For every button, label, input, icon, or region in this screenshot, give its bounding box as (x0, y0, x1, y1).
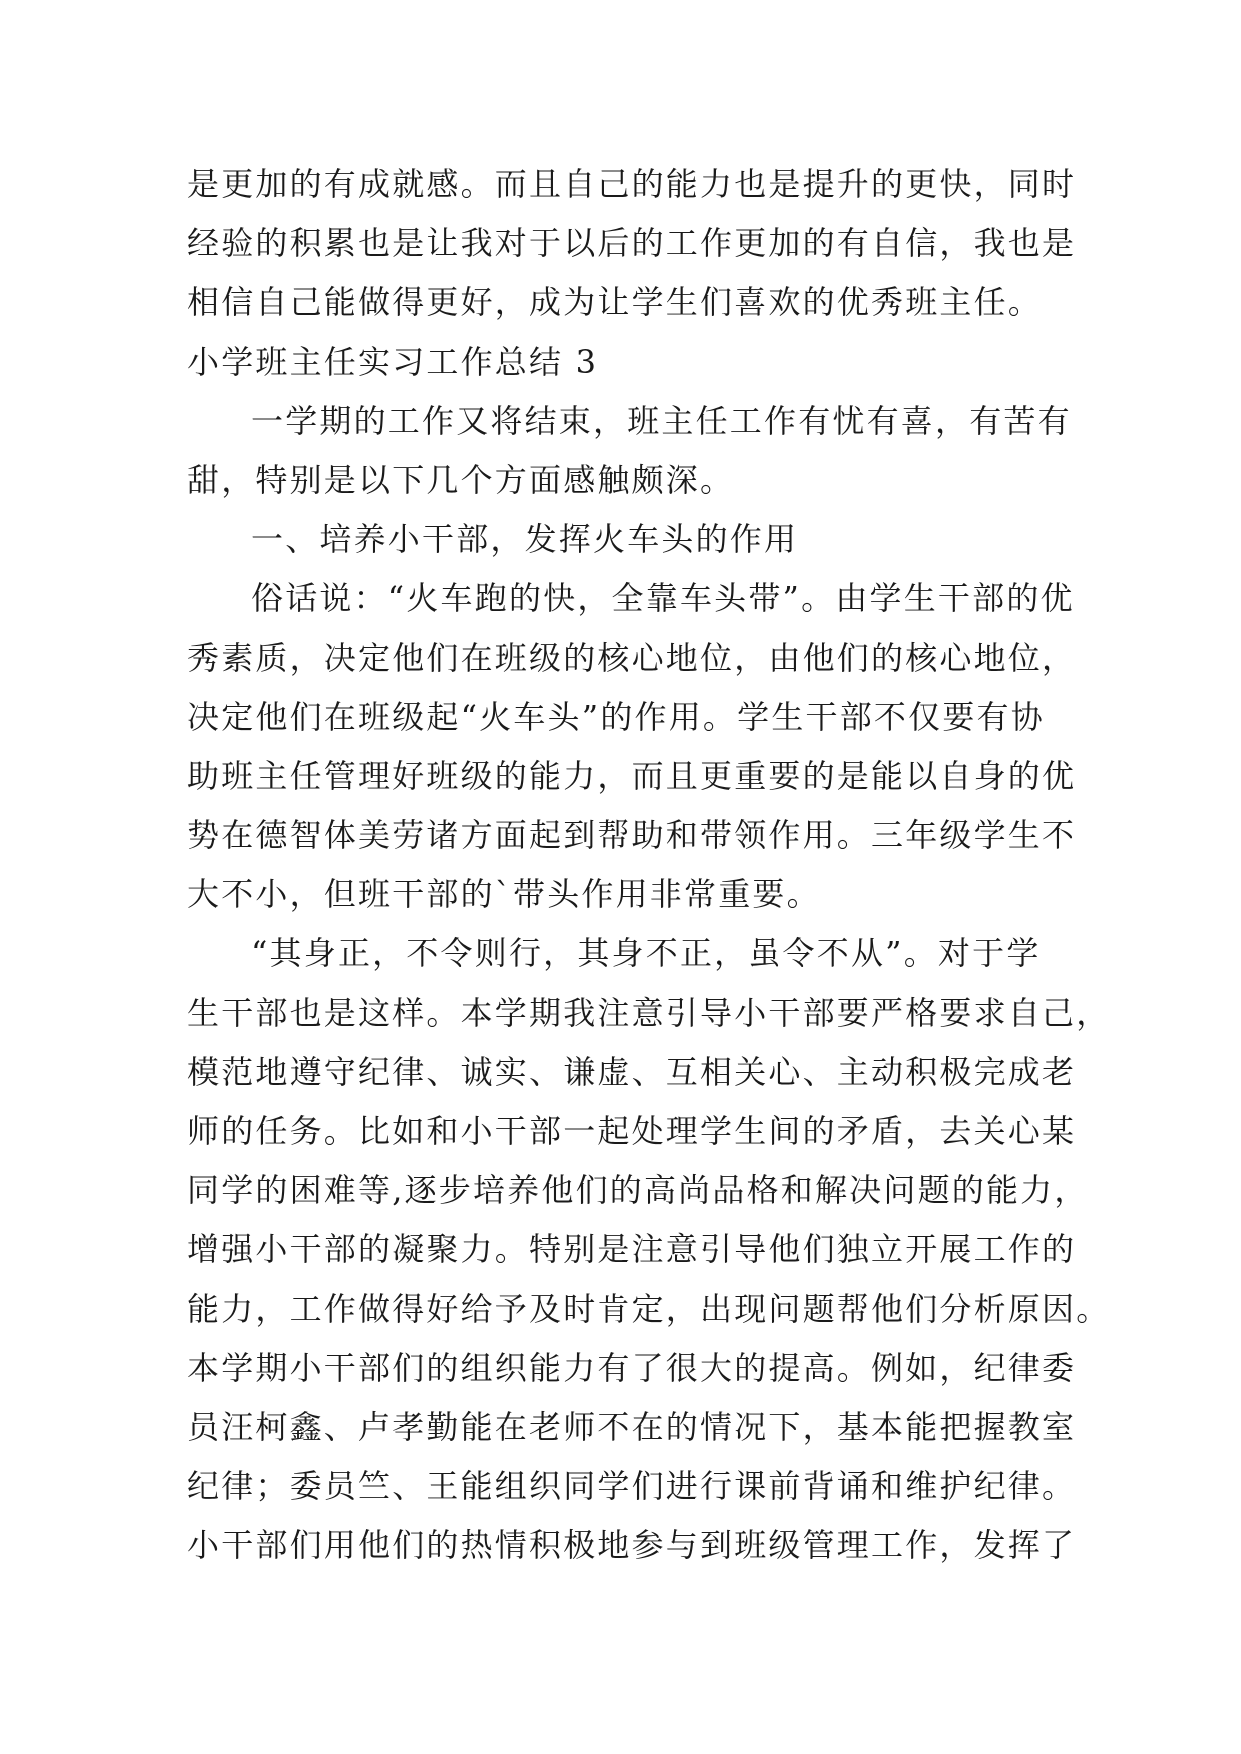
text-line: 员汪柯鑫、卢孝勤能在老师不在的情况下，基本能把握教室 (187, 1407, 1077, 1446)
text-line: 师的任务。比如和小干部一起处理学生间的矛盾，去关心某 (187, 1112, 1077, 1150)
text-line: 小学班主任实习工作总结 3 (187, 342, 599, 381)
text-line: 能力，工作做得好给予及时肯定，出现问题帮他们分析原因。 (187, 1289, 1111, 1328)
text-line: 小干部们用他们的热情积极地参与到班级管理工作，发挥了 (187, 1526, 1077, 1565)
text-line: 决定他们在班级起“火车头”的作用。学生干部不仅要有协 (187, 697, 1045, 736)
text-line: 助班主任管理好班级的能力，而且更重要的是能以自身的优 (187, 756, 1077, 795)
text-line: 纪律；委员竺、王能组织同学们进行课前背诵和维护纪律。 (187, 1467, 1077, 1506)
text-line: 生干部也是这样。本学期我注意引导小干部要严格要求自己， (187, 993, 1111, 1032)
text-line: 一、培养小干部，发挥火车头的作用 (251, 520, 799, 559)
text-line: 大不小，但班干部的`带头作用非常重要。 (187, 875, 821, 914)
text-line: 同学的困难等,逐步培养他们的高尚品格和解决问题的能力， (187, 1171, 1089, 1210)
text-line: 秀素质，决定他们在班级的核心地位，由他们的核心地位， (187, 638, 1077, 677)
text-line: 相信自己能做得更好，成为让学生们喜欢的优秀班主任。 (187, 283, 1043, 322)
text-line: 甜，特别是以下几个方面感触颇深。 (187, 460, 735, 499)
text-line: 经验的积累也是让我对于以后的工作更加的有自信，我也是 (187, 224, 1077, 263)
text-line: 一学期的工作又将结束，班主任工作有忧有喜，有苦有 (251, 401, 1072, 440)
document-body (187, 155, 1111, 1576)
text-line: 势在德智体美劳诸方面起到帮助和带领作用。三年级学生不 (187, 816, 1077, 855)
text-line: “其身正，不令则行，其身不正，虽令不从”。对于学 (251, 934, 1041, 973)
text-line: 俗话说：“火车跑的快，全靠车头带”。由学生干部的优 (251, 579, 1075, 618)
text-line: 是更加的有成就感。而且自己的能力也是提升的更快，同时 (187, 165, 1077, 203)
text-line: 增强小干部的凝聚力。特别是注意引导他们独立开展工作的 (187, 1230, 1077, 1269)
text-line: 模范地遵守纪律、诚实、谦虚、互相关心、主动积极完成老 (187, 1052, 1077, 1091)
text-line: 本学期小干部们的组织能力有了很大的提高。例如，纪律委 (187, 1348, 1077, 1387)
